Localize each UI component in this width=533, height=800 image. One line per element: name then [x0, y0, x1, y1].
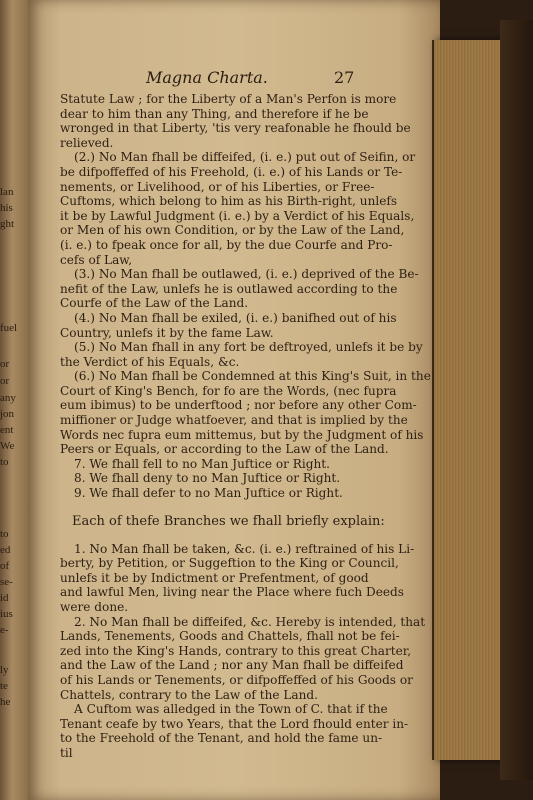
book-page: [28, 0, 440, 800]
text-line: Lands, Tenements, Goods and Chattels, fhall not be fei-: [60, 629, 400, 644]
text-line: Words nec fupra eum mittemus, but by the Judgment of his: [60, 427, 424, 442]
text-line: 2. No Man fhall be diffeifed, &c. Hereby is intended, that: [74, 614, 426, 629]
text-line: Court of King's Bench, for fo are the Words, (nec fupra: [60, 383, 397, 398]
page-number: 27: [334, 68, 355, 87]
text-line: and lawful Men, living near the Place where fuch Deeds: [60, 585, 404, 600]
facing-page-fragment: id: [0, 592, 9, 604]
facing-page-fragment: to: [0, 528, 9, 540]
text-line: Country, unlefs it by the fame Law.: [60, 325, 274, 340]
text-line: (3.) No Man fhall be outlawed, (i. e.) deprived of the Be-: [74, 267, 419, 282]
text-line: be difpoffeffed of his Freehold, (i. e.) of his Lands or Te-: [60, 164, 403, 179]
text-line: nefit of the Law, unlefs he is outlawed according to the: [60, 281, 398, 296]
facing-page-fragment: or: [0, 375, 10, 387]
facing-page-fragment: te: [0, 680, 8, 692]
facing-page-fragment: lan: [0, 186, 14, 198]
facing-page-fragment: jon: [0, 408, 15, 420]
text-line: of his Lands or Tenements, or difpoffeffed of his Goods or: [60, 672, 413, 687]
text-line: were done.: [60, 600, 129, 614]
facing-page-fragment: to: [0, 456, 9, 468]
page-header: [28, 68, 440, 92]
text-line: (6.) No Man fhall be Condemned at this King's Suit, in the: [74, 369, 431, 384]
text-line: A Cuftom was alledged in the Town of C. that if the: [74, 702, 388, 717]
facing-page-fragment: his: [0, 202, 13, 214]
text-line: Tenant ceafe by two Years, that the Lord fhould enter in-: [60, 716, 409, 731]
text-line: and the Law of the Land ; nor any Man fhall be diffeifed: [60, 658, 404, 673]
text-line: cefs of Law,: [60, 252, 133, 267]
text-line: nements, or Livelihood, or of his Liberties, or Free-: [60, 179, 375, 194]
facing-page-fragment: ed: [0, 544, 11, 556]
text-line: (5.) No Man fhall in any fort be deftroyed, unlefs it be by: [74, 340, 423, 355]
text-line: dear to him than any Thing, and therefore if he be: [60, 106, 369, 121]
section-heading: Each of thefe Branches we fhall briefly explain:: [72, 513, 385, 529]
text-line: relieved.: [60, 135, 114, 150]
text-line: miffioner or Judge whatfoever, and that is implied by the: [60, 413, 408, 428]
text-line: or Men of his own Condition, or by the Law of the Land,: [60, 223, 405, 238]
facing-page-fragment: ius: [0, 608, 13, 620]
page-block-edge: [432, 40, 504, 760]
facing-page-fragment: se-: [0, 576, 13, 588]
text-line: 9. We fhall defer to no Man Juftice or Right.: [74, 486, 343, 501]
facing-page-fragment: of: [0, 560, 10, 572]
body-text: [60, 92, 431, 761]
text-line: to the Freehold of the Tenant, and hold the fame un-: [60, 731, 383, 746]
text-line: Chattels, contrary to the Law of the Land.: [60, 687, 318, 702]
paragraphs-rights: [60, 92, 431, 501]
text-line: til: [60, 745, 73, 760]
text-line: unlefs it be by Indictment or Prefentment, of good: [60, 570, 369, 585]
facing-page-fragment: We: [0, 440, 15, 452]
paragraphs-explanation: [60, 541, 426, 761]
text-line: wronged in that Liberty, 'tis very reafonable he fhould be: [60, 121, 411, 136]
text-line: eum ibimus) to be underftood ; nor before any other Com-: [60, 398, 417, 413]
text-line: 8. We fhall deny to no Man Juftice or Right.: [74, 471, 341, 486]
text-line: (4.) No Man fhall be exiled, (i. e.) banifhed out of his: [74, 310, 397, 325]
text-line: Statute Law ; for the Liberty of a Man's Perfon is more: [60, 92, 397, 106]
text-line: the Verdict of his Equals, &c.: [60, 354, 240, 369]
text-line: Courfe of the Law of the Land.: [60, 296, 249, 311]
facing-page-fragment: or: [0, 358, 10, 370]
text-line: Cuftoms, which belong to him as his Birth-right, unlefs: [60, 194, 398, 209]
text-line: 1. No Man fhall be taken, &c. (i. e.) reftrained of his Li-: [74, 541, 415, 556]
running-title: Magna Charta.: [146, 68, 268, 87]
text-line: Peers or Equals, or according to the Law of the Land.: [60, 442, 389, 457]
text-line: (i. e.) to fpeak once for all, by the due Courfe and Pro-: [60, 237, 393, 252]
facing-page-edge: [0, 0, 30, 800]
facing-page-fragment: fuel: [0, 322, 18, 334]
facing-page-fragment: ly: [0, 664, 9, 676]
text-line: zed into the King's Hands, contrary to this great Charter,: [60, 643, 412, 658]
facing-page-fragment: any: [0, 392, 16, 404]
text-line: it be by Lawful Judgment (i. e.) by a Verdict of his Equals,: [60, 208, 415, 223]
facing-page-fragment: he: [0, 696, 11, 708]
text-line: (2.) No Man fhall be diffeifed, (i. e.) put out of Seifin, or: [74, 150, 416, 165]
text-line: 7. We fhall fell to no Man Juftice or Right.: [74, 456, 330, 471]
book-cover-edge: [500, 20, 533, 780]
facing-page-fragment: e-: [0, 624, 9, 636]
facing-page-fragment: ght: [0, 218, 15, 230]
text-line: berty, by Petition, or Suggeftion to the King or Council,: [60, 556, 399, 571]
facing-page-fragment: ent: [0, 424, 14, 436]
